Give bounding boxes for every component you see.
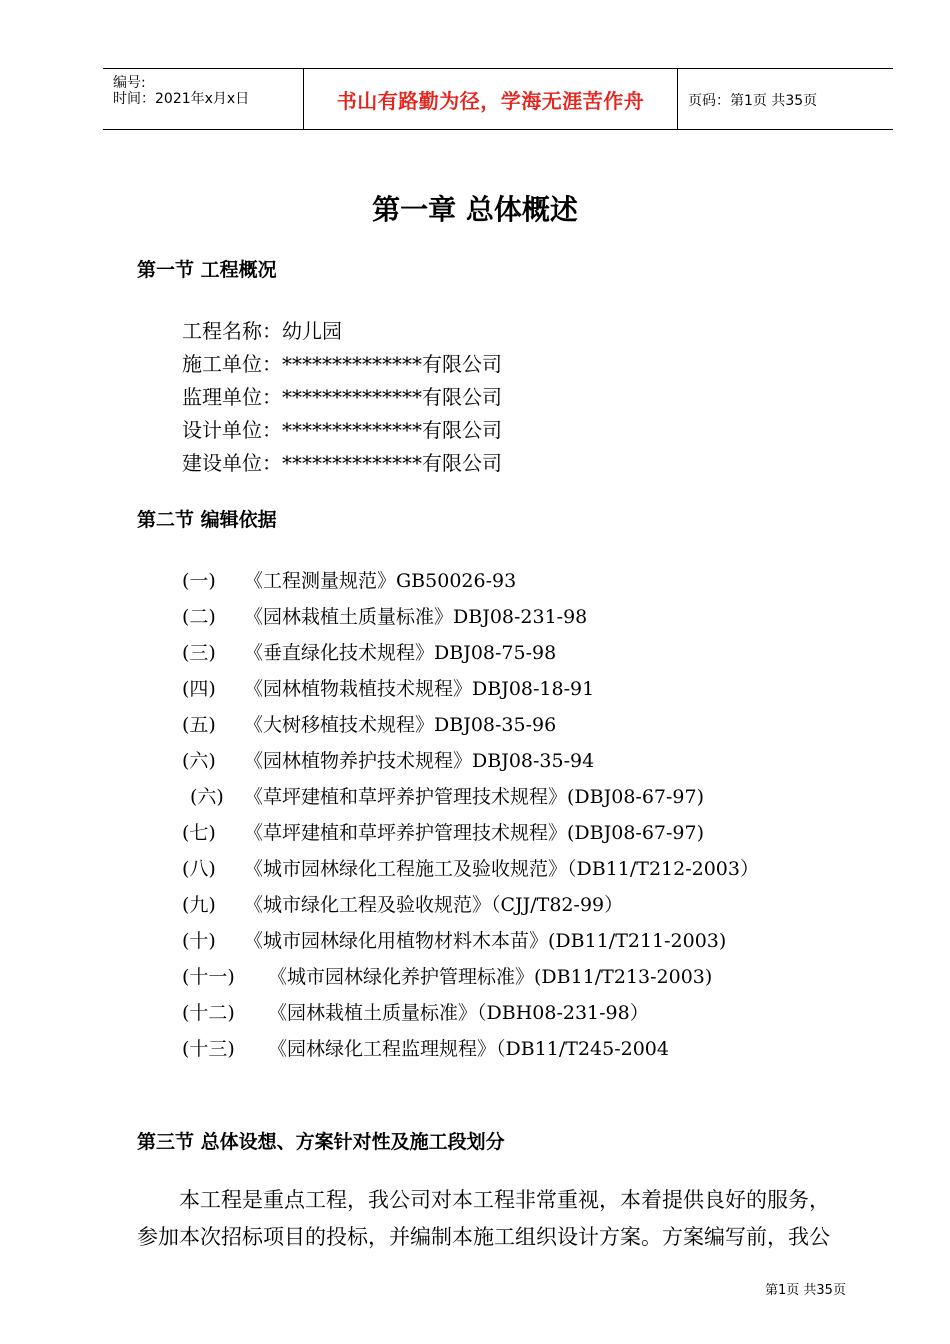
reference-text: 《工程测量规范》GB50026-93 [244,570,517,592]
reference-number: (二) [182,606,216,628]
reference-text: 《园林栽植土质量标准》DBJ08-231-98 [244,606,588,628]
reference-number: (六) [190,786,224,808]
reference-text: 《园林绿化工程监理规程》（DB11/T245-2004 [268,1038,669,1060]
page-code: 页码：第1页 共35页 [688,93,818,109]
project-info-line: 监理单位：**************有限公司 [182,385,502,409]
reference-number: (七) [182,822,216,844]
project-info-line: 建设单位：**************有限公司 [182,451,502,475]
header-info-cell [103,69,304,129]
reference-text: 《垂直绿化技术规程》DBJ08-75-98 [244,642,557,664]
number-label: 编号: [113,75,146,91]
reference-text: 《草坪建植和草坪养护管理技术规程》(DBJ08-67-97) [244,822,705,844]
reference-text: 《草坪建植和草坪养护管理技术规程》(DBJ08-67-97) [244,786,705,808]
reference-number: (三) [182,642,216,664]
project-info-line: 施工单位：**************有限公司 [182,352,502,376]
reference-text: 《大树移植技术规程》DBJ08-35-96 [244,714,557,736]
reference-number: (八) [182,858,216,880]
project-info-line: 工程名称：幼儿园 [182,319,342,343]
reference-number: (十二) [182,1002,235,1024]
reference-number: (十三) [182,1038,235,1060]
reference-number: (五) [182,714,216,736]
page-footer: 第1页 共35页 [765,1283,846,1298]
page-header [103,68,893,130]
paragraph-line: 本工程是重点工程，我公司对本工程非常重视，本着提供良好的服务， [179,1188,830,1212]
paragraph-line: 参加本次招标项目的投标，并编制本施工组织设计方案。方案编写前，我公 [137,1225,830,1249]
reference-text: 《园林植物养护技术规程》DBJ08-35-94 [244,750,595,772]
motto-text: 书山有路勤为径，学海无涯苦作舟 [336,88,645,113]
reference-text: 《城市园林绿化用植物材料木本苗》(DB11/T211-2003) [244,930,727,952]
section-title-2: 第二节 编辑依据 [137,509,277,531]
reference-number: (四) [182,678,216,700]
reference-text: 《城市园林绿化工程施工及验收规范》（DB11/T212-2003） [244,858,759,880]
body-paragraph [137,1182,867,1256]
reference-number: (十) [182,930,216,952]
reference-text: 《城市园林绿化养护管理标准》(DB11/T213-2003) [268,966,713,988]
reference-text: 《城市绿化工程及验收规范》（CJJ/T82-99） [244,894,624,916]
reference-number: (一) [182,570,216,592]
header-motto-cell [304,69,678,129]
reference-number: (六) [182,750,216,772]
reference-text: 《园林栽植土质量标准》（DBH08-231-98） [268,1002,649,1024]
reference-text: 《园林植物栽植技术规程》DBJ08-18-91 [244,678,595,700]
reference-number: (十一) [182,966,235,988]
project-info-line: 设计单位：**************有限公司 [182,418,502,442]
chapter-title: 第一章 总体概述 [372,193,578,226]
section-title-3: 第三节 总体设想、方案针对性及施工段划分 [137,1131,505,1153]
time-label: 时间：2021年x月x日 [113,91,250,107]
section-title-1: 第一节 工程概况 [137,259,277,281]
reference-number: (九) [182,894,216,916]
